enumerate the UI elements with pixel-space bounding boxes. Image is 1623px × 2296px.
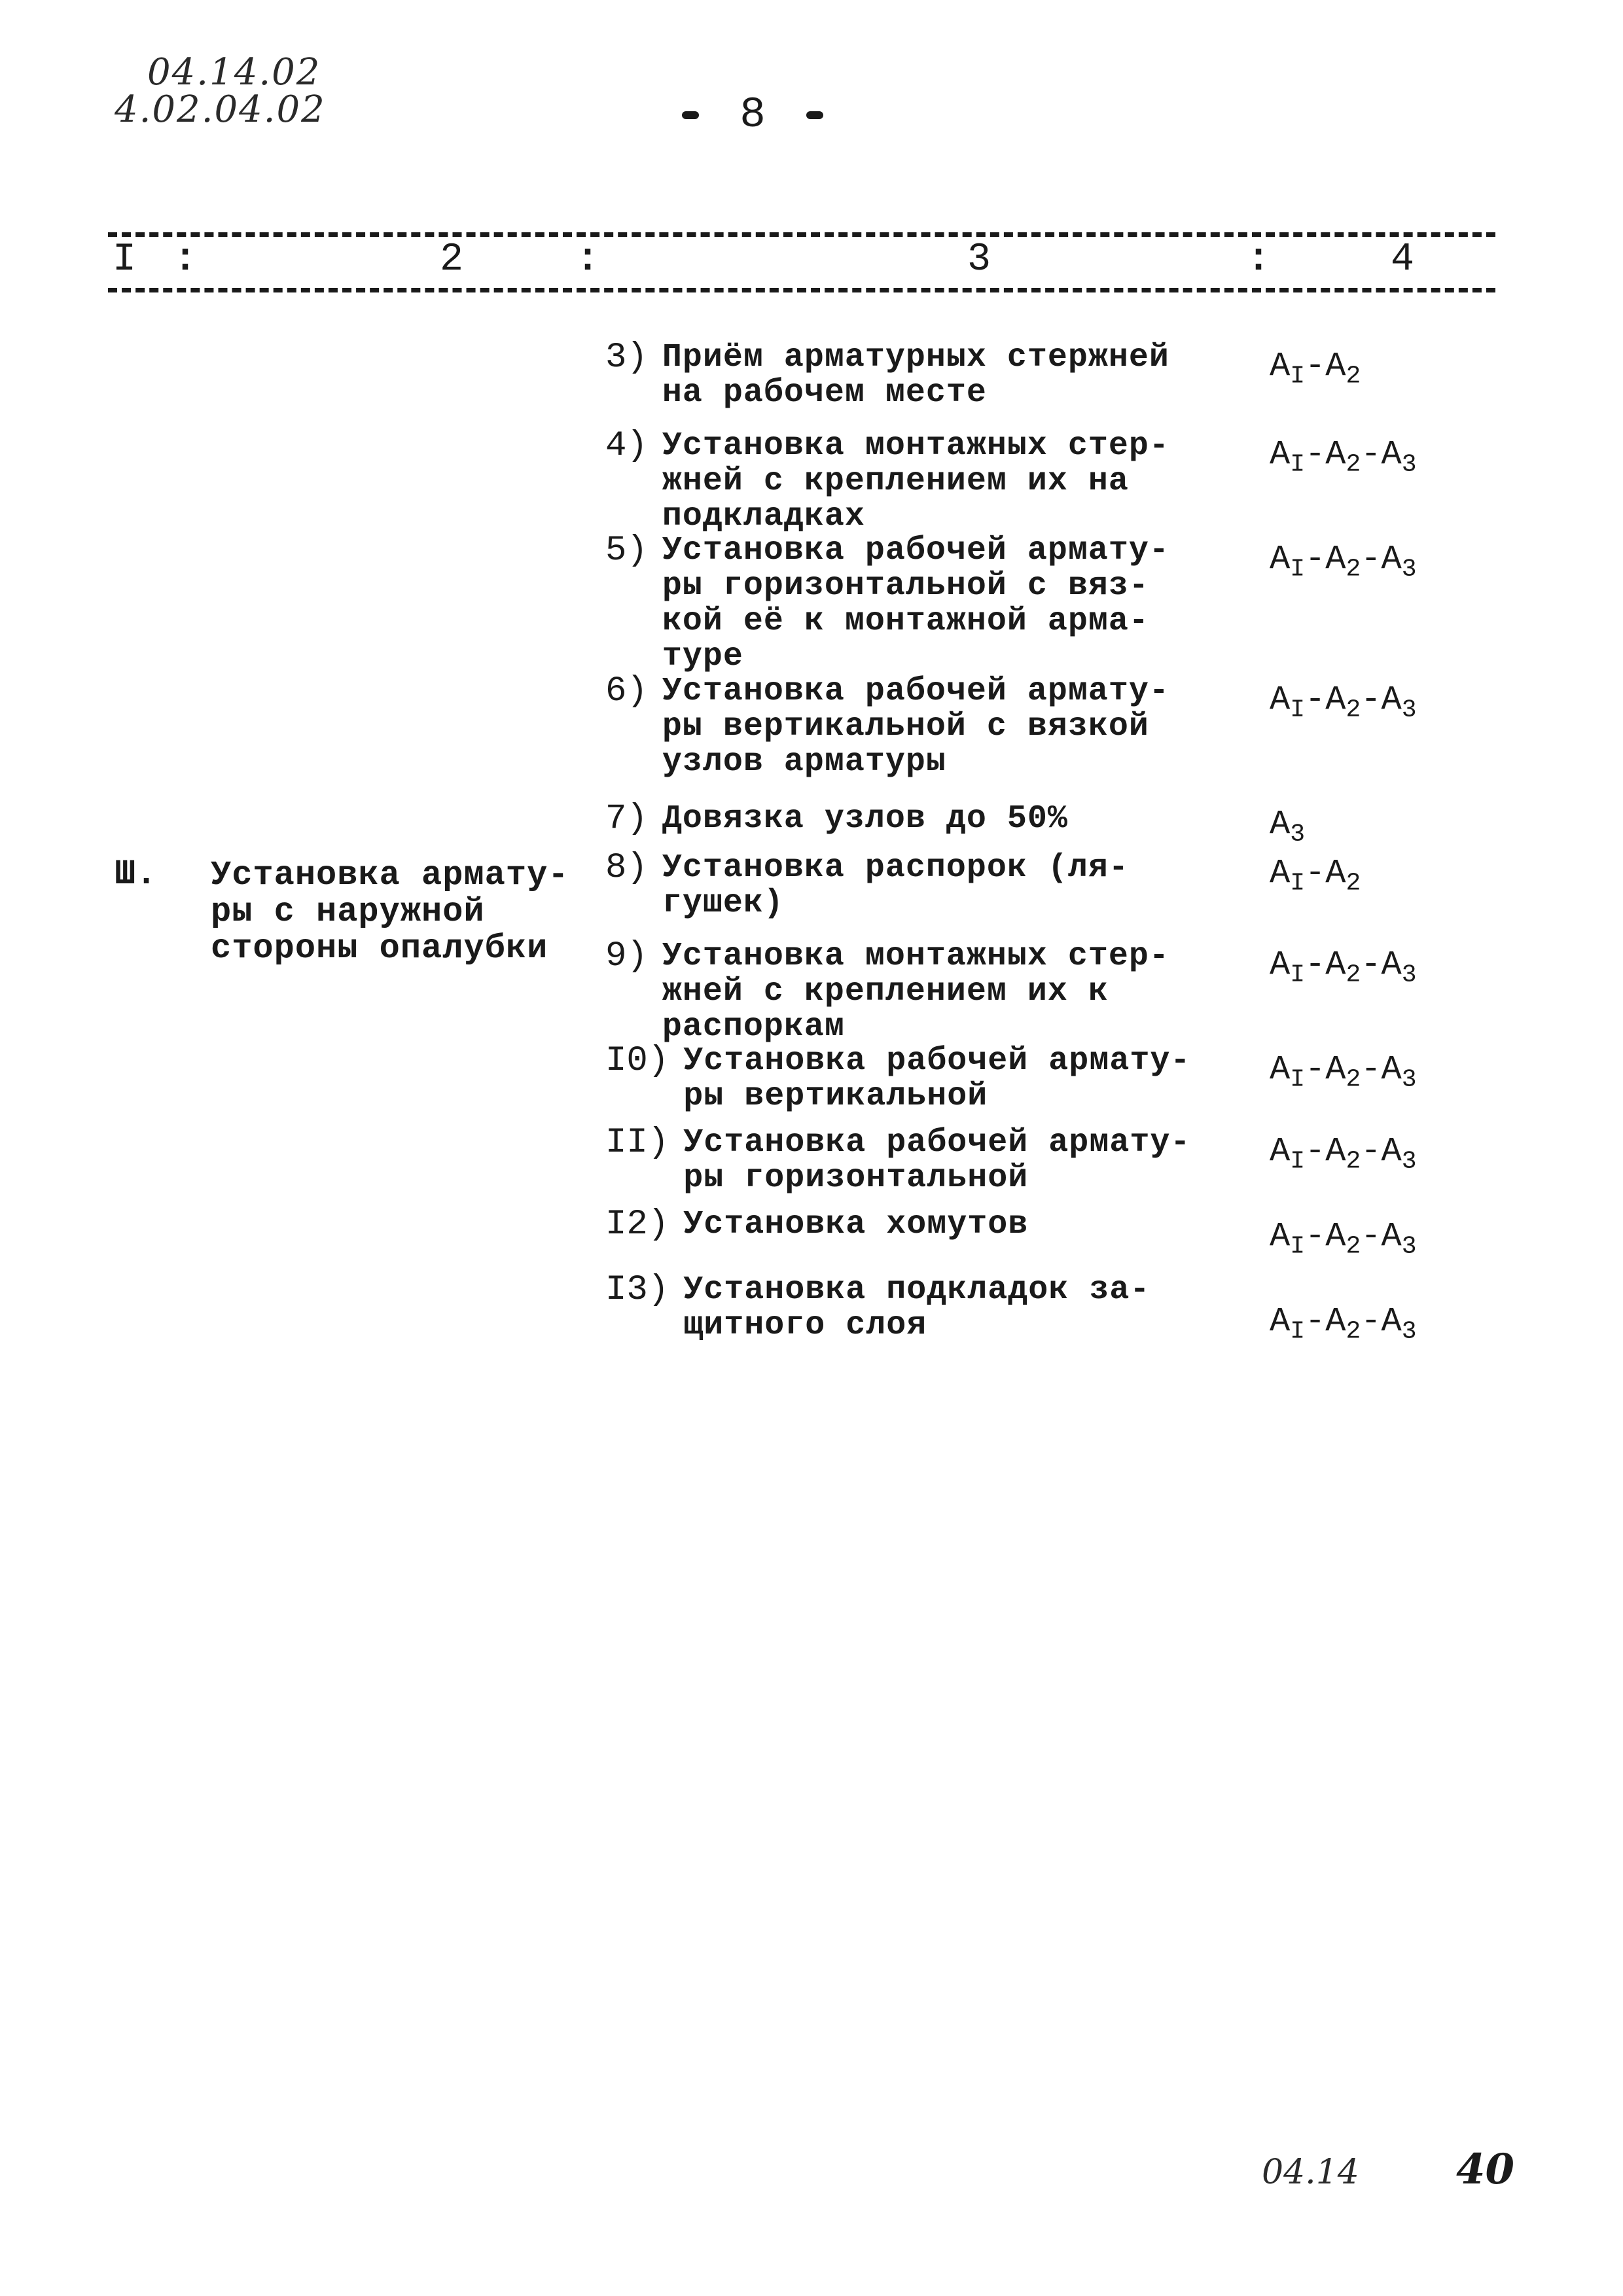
code-subscript: 3 [1401, 696, 1417, 724]
work-item-number: I0) [605, 1041, 669, 1081]
work-item [605, 671, 1169, 781]
column-header-4: 4 [1391, 238, 1415, 282]
code-subscript: I [1290, 961, 1306, 989]
work-item-text: Установка рабочей армату- ры вертикальной с вязкой узлов арматуры [662, 673, 1169, 781]
work-item [605, 533, 1169, 675]
work-item-text: Установка рабочей армату- ры вертикальной [683, 1042, 1191, 1115]
code-subscript: I [1290, 696, 1306, 724]
work-item-number: 3) [605, 338, 648, 378]
code-subscript: 3 [1401, 1317, 1417, 1346]
work-item-number: 4) [605, 426, 648, 466]
work-item-number: 6) [605, 671, 648, 711]
code-subscript: 2 [1346, 1232, 1361, 1261]
code-subscript: 3 [1401, 961, 1417, 989]
work-item [605, 1270, 1150, 1344]
code-subscript: 2 [1346, 1065, 1361, 1094]
code-subscript: 2 [1346, 450, 1361, 479]
work-item-code: $A_I-A_2-A_3$ [1270, 540, 1417, 584]
work-item-text: Установка монтажных стер- жней с креплением их к распоркам [662, 938, 1169, 1046]
work-item-text: Установка рабочей армату- ры горизонтальной с вяз- кой её к монтажной арма- туре [662, 532, 1169, 675]
code-subscript: 2 [1346, 1317, 1361, 1346]
code-subscript: I [1290, 555, 1306, 584]
page-number-dash-left [682, 111, 699, 119]
code-subscript: 2 [1346, 961, 1361, 989]
table-header-rule-bottom [108, 288, 1495, 292]
code-subscript: I [1290, 362, 1306, 391]
work-item-text: Установка распорок (ля- гушек) [662, 849, 1129, 922]
code-subscript: I [1290, 1147, 1306, 1176]
footer-handwritten-code: 04.14 [1262, 2153, 1359, 2192]
work-item-number: 7) [605, 799, 648, 839]
code-subscript: 3 [1401, 450, 1417, 479]
column-header-2: 2 [440, 238, 464, 282]
code-subscript: I [1290, 869, 1306, 898]
work-item [605, 799, 1068, 839]
work-item-code: $A_I-A_2$ [1270, 854, 1361, 898]
work-item-number: 5) [605, 531, 648, 571]
code-subscript: I [1290, 1065, 1306, 1094]
code-subscript: 2 [1346, 869, 1361, 898]
section-heading [115, 857, 569, 967]
handwritten-code-1: 04.14.02 [147, 51, 321, 94]
work-item-number: I3) [605, 1270, 669, 1310]
work-item-number: 9) [605, 936, 648, 976]
section-title: Установка армату- ры с наружной стороны опалубки [211, 856, 569, 968]
work-item-number: I2) [605, 1205, 669, 1245]
work-item-text: Приём арматурных стержней на рабочем месте [662, 339, 1169, 412]
code-subscript: 3 [1401, 1232, 1417, 1261]
work-item-code: $A_I-A_2-A_3$ [1270, 1302, 1417, 1346]
section-number: Ш. [115, 855, 157, 894]
code-subscript: 3 [1290, 820, 1306, 849]
work-item-text: Довязка узлов до 50% [662, 800, 1068, 838]
work-item-code: $A_3$ [1270, 805, 1306, 849]
work-item-text: Установка рабочей армату- ры горизонтальной [683, 1124, 1191, 1197]
work-item-code: $A_I-A_2-A_3$ [1270, 680, 1417, 724]
handwritten-code-2: 4.02.04.02 [115, 88, 326, 131]
code-subscript: 2 [1346, 696, 1361, 724]
code-subscript: I [1290, 450, 1306, 479]
work-item-code: $A_I-A_2-A_3$ [1270, 945, 1417, 989]
code-subscript: 2 [1346, 555, 1361, 584]
code-subscript: 3 [1401, 1065, 1417, 1094]
code-subscript: 3 [1401, 1147, 1417, 1176]
work-item [605, 848, 1129, 922]
column-separator-3: : [1247, 238, 1271, 282]
work-item [605, 340, 1169, 411]
column-header-1: I [113, 238, 137, 282]
work-item-code: $A_I-A_2-A_3$ [1270, 1050, 1417, 1094]
code-subscript: 3 [1401, 555, 1417, 584]
work-item [605, 1125, 1190, 1196]
work-item [605, 426, 1169, 535]
page-number-dash-right [806, 111, 823, 119]
work-item-code: $A_I-A_2-A_3$ [1270, 435, 1417, 479]
work-item-code: $A_I-A_2$ [1270, 347, 1361, 391]
code-subscript: I [1290, 1232, 1306, 1261]
code-subscript: 2 [1346, 1147, 1361, 1176]
footer-sheet-number: 40 [1456, 2145, 1515, 2194]
page-number-block [628, 90, 877, 139]
code-subscript: I [1290, 1317, 1306, 1346]
column-separator-2: : [576, 238, 600, 282]
work-item [605, 1207, 1028, 1243]
work-item-code: $A_I-A_2-A_3$ [1270, 1132, 1417, 1176]
work-item [605, 1041, 1191, 1115]
code-subscript: 2 [1346, 362, 1361, 391]
table-header-rule-top [108, 232, 1495, 237]
work-item-text: Установка монтажных стер- жней с креплением их на подкладках [662, 427, 1169, 535]
work-item [605, 936, 1169, 1046]
work-item-number: II) [605, 1123, 669, 1163]
work-item-code: $A_I-A_2-A_3$ [1270, 1217, 1417, 1261]
work-item-text: Установка хомутов [683, 1206, 1029, 1243]
column-header-3: 3 [967, 238, 991, 282]
work-item-text: Установка подкладок за- щитного слоя [683, 1271, 1150, 1344]
work-item-number: 8) [605, 848, 648, 888]
column-separator-1: : [173, 238, 198, 282]
page-number: 8 [740, 90, 766, 139]
